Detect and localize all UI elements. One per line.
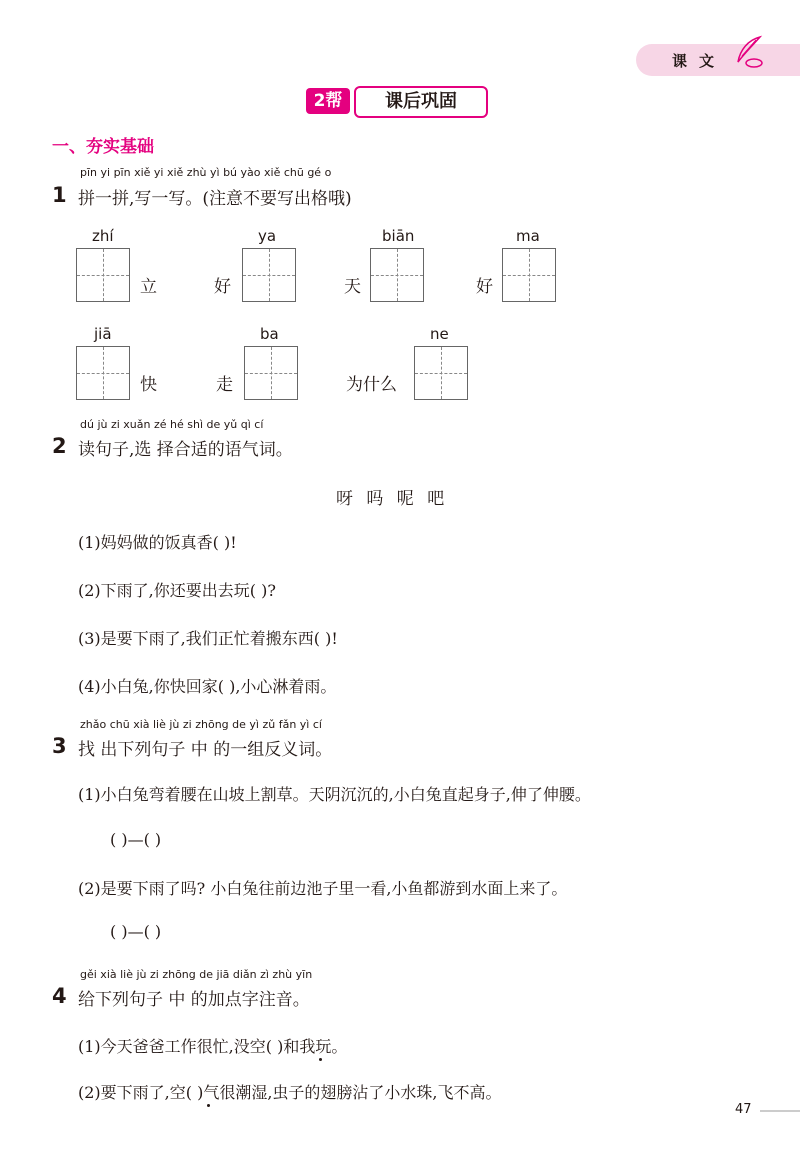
q4-line-1: (1)今天爸爸工作很忙,没空( )和我玩。 xyxy=(78,1037,348,1056)
q4-text: 给下列句子 中 的加点字注音。 xyxy=(78,990,310,1010)
q1-item-pinyin: zhí xyxy=(92,227,114,245)
q1-pinyin: pīn yi pīn xiě yi xiě zhù yì bú yào xiě chū gé o xyxy=(80,166,332,179)
writing-grid-box[interactable] xyxy=(242,248,296,302)
emphasis-dot xyxy=(319,1058,322,1061)
q1-text: 拼一拼,写一写。(注意不要写出格哦) xyxy=(78,189,352,209)
q4-line-2: (2)要下雨了,空( )气很潮湿,虫子的翅膀沾了小水珠,飞不高。 xyxy=(78,1083,502,1102)
footer-rule xyxy=(760,1110,800,1112)
q2-line-4: (4)小白兔,你快回家( ),小心淋着雨。 xyxy=(78,677,337,696)
q3-answer-1[interactable]: ( )—( ) xyxy=(110,830,162,849)
q1-item-char: 天 xyxy=(344,277,361,297)
q1-item-char: 好 xyxy=(476,277,493,297)
q3-line-2: (2)是要下雨了吗? 小白兔往前边池子里一看,小鱼都游到水面上来了。 xyxy=(78,879,568,898)
q1-item-char: 走 xyxy=(216,375,233,395)
writing-grid-box[interactable] xyxy=(244,346,298,400)
q2-line-2: (2)下雨了,你还要出去玩( )? xyxy=(78,581,276,600)
writing-grid-box[interactable] xyxy=(502,248,556,302)
q1-item-char: 快 xyxy=(140,375,157,395)
q3-number: 3 xyxy=(52,734,67,758)
page-title: 课后巩固 xyxy=(354,86,488,118)
q3-text: 找 出下列句子 中 的一组反义词。 xyxy=(78,740,333,760)
q1-item-char: 好 xyxy=(214,277,231,297)
q3-line-1: (1)小白兔弯着腰在山坡上割草。天阴沉沉的,小白兔直起身子,伸了伸腰。 xyxy=(78,785,591,804)
section-heading: 一、夯实基础 xyxy=(52,137,154,157)
q2-number: 2 xyxy=(52,434,67,458)
writing-grid-box[interactable] xyxy=(370,248,424,302)
writing-grid-box[interactable] xyxy=(414,346,468,400)
q1-item-char: 立 xyxy=(140,277,157,297)
feather-inkpot-icon xyxy=(730,34,766,70)
page-number: 47 xyxy=(735,1102,752,1117)
q3-pinyin: zhǎo chū xià liè jù zi zhōng de yì zǔ fǎn yì cí xyxy=(80,718,322,731)
q4-number: 4 xyxy=(52,984,67,1008)
emphasis-dot xyxy=(207,1104,210,1107)
writing-grid-box[interactable] xyxy=(76,346,130,400)
q2-text: 读句子,选 择合适的语气词。 xyxy=(78,440,293,460)
q1-item-char: 为什么 xyxy=(346,375,397,395)
q1-item-pinyin: biān xyxy=(382,227,415,245)
q1-item-pinyin: jiā xyxy=(94,325,112,343)
q2-line-3: (3)是要下雨了,我们正忙着搬东西( )! xyxy=(78,629,338,648)
q3-answer-2[interactable]: ( )—( ) xyxy=(110,922,162,941)
writing-grid-box[interactable] xyxy=(76,248,130,302)
header-tab-label: 课文 xyxy=(672,52,727,70)
q1-item-pinyin: ne xyxy=(430,325,449,343)
q1-number: 1 xyxy=(52,183,67,207)
q1-item-pinyin: ma xyxy=(516,227,540,245)
q1-item-pinyin: ba xyxy=(260,325,279,343)
q2-pinyin: dú jù zi xuǎn zé hé shì de yǔ qì cí xyxy=(80,418,264,431)
q1-item-pinyin: ya xyxy=(258,227,277,245)
q4-pinyin: gěi xià liè jù zi zhōng de jiā diǎn zì zhù yīn xyxy=(80,968,313,981)
q2-line-1: (1)妈妈做的饭真香( )! xyxy=(78,533,237,552)
title-badge: 2帮 xyxy=(306,88,350,114)
q2-options: 呀 吗 呢 吧 xyxy=(336,489,449,509)
